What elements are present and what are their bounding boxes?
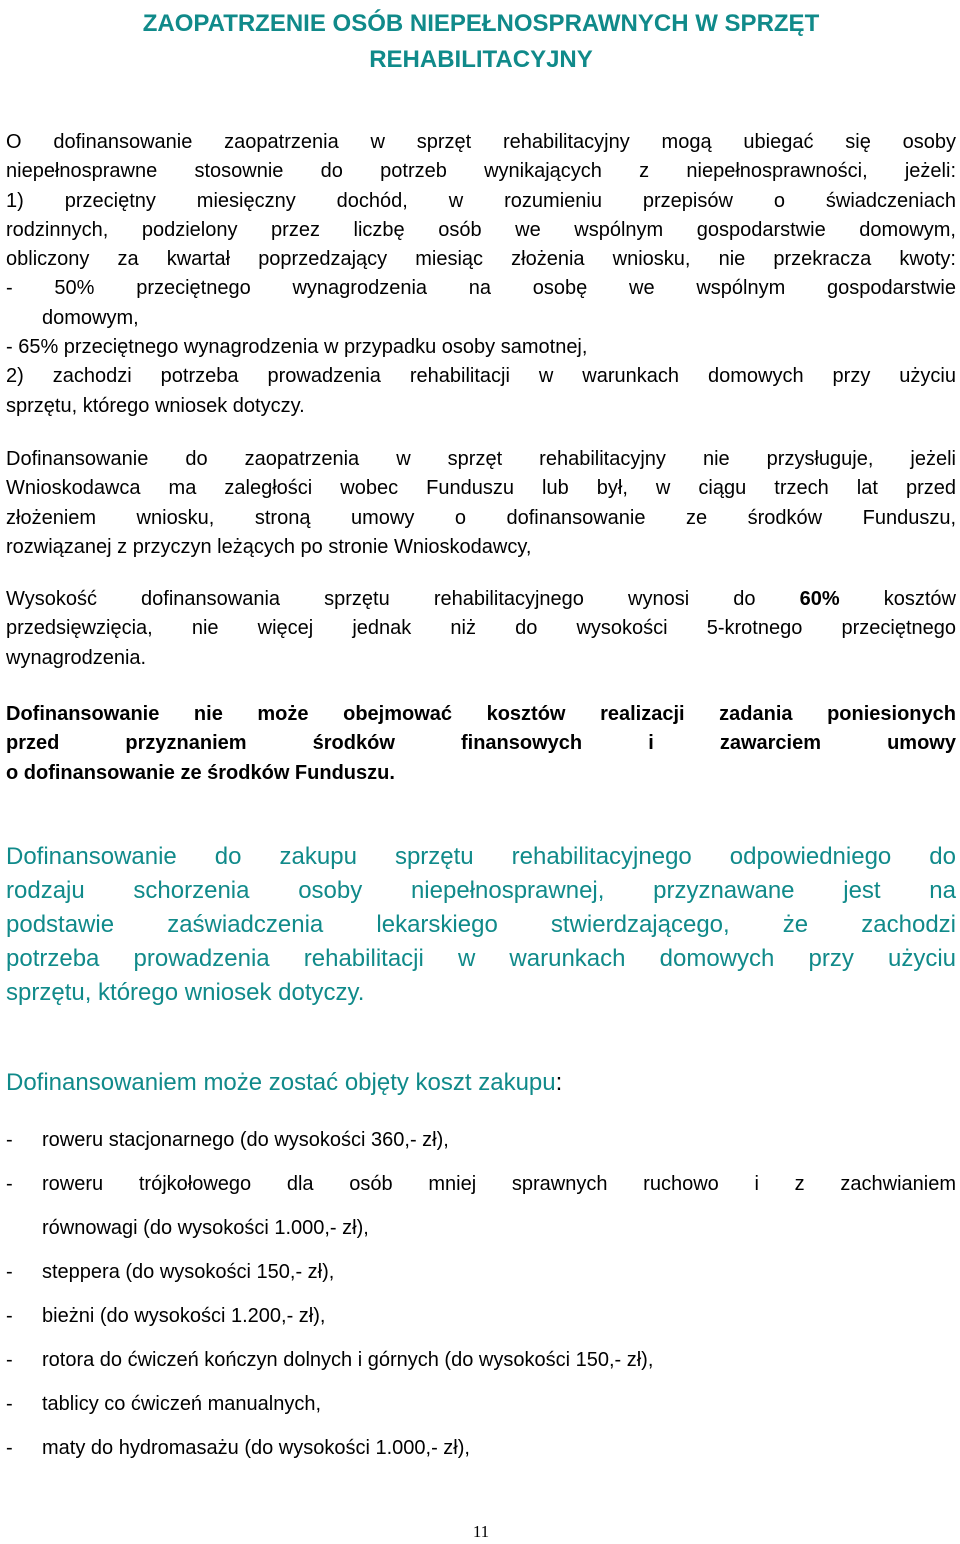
exclusion-paragraph xyxy=(6,445,956,562)
list-item: - rotora do ćwiczeń kończyn dolnych i górnych (do wysokości 150,- zł), xyxy=(6,1338,956,1382)
intro-line: - 65% przeciętnego wynagrodzenia w przypadku osoby samotnej, xyxy=(6,336,588,359)
list-heading: Dofinansowaniem może zostać objęty koszt zakupu: xyxy=(6,1069,563,1096)
list-heading-text: Dofinansowaniem może zostać objęty koszt zakupu xyxy=(6,1069,556,1096)
bold-notice-line: o dofinansowanie ze środków Funduszu. xyxy=(6,761,395,784)
list-item: - roweru trójkołowego dla osób mniej sprawnych ruchowo i z zachwianiem równowagi (do wysokości 1.000,- zł), xyxy=(6,1162,956,1250)
page-number: 11 xyxy=(472,1522,490,1541)
intro-line: 1) przeciętny miesięczny dochód, w rozumieniu przepisów o świadczeniach xyxy=(6,189,956,212)
exclusion-line: Dofinansowanie do zaopatrzenia w sprzęt rehabilitacyjny nie przysługuje, jeżeli xyxy=(6,448,956,470)
percent-highlight: 60% xyxy=(799,588,840,610)
list-item: - bieżni (do wysokości 1.200,- zł), xyxy=(6,1294,956,1338)
list-item: - tablicy co ćwiczeń manualnych, xyxy=(6,1382,956,1426)
medical-certificate-paragraph xyxy=(6,840,956,1010)
title-line-1: ZAOPATRZENIE OSÓB NIEPEŁNOSPRAWNYCH W SPRZĘT xyxy=(142,10,820,37)
intro-line: rodzinnych, podzielony przez liczbę osób we wspólnym gospodarstwie domowym, xyxy=(6,218,956,241)
bold-notice-paragraph xyxy=(6,700,956,788)
amount-paragraph xyxy=(6,585,956,673)
list-dash: - xyxy=(6,1173,13,1195)
intro-line: - 50% przeciętnego wynagrodzenia na osobę we wspólnym gospodarstwie xyxy=(6,277,956,300)
exclusion-line: Wnioskodawca ma zaległości wobec Funduszu lub był, w ciągu trzech lat przed xyxy=(6,477,956,500)
certificate-line: podstawie zaświadczenia lekarskiego stwierdzającego, że zachodzi xyxy=(6,911,956,938)
list-item: - steppera (do wysokości 150,- zł), xyxy=(6,1250,956,1294)
list-dash: - xyxy=(6,1437,13,1459)
list-dash: - xyxy=(6,1305,13,1327)
intro-line: 2) zachodzi potrzeba prowadzenia rehabilitacji w warunkach domowych przy użyciu xyxy=(6,365,956,388)
list-dash: - xyxy=(6,1349,13,1371)
certificate-line: sprzętu, którego wniosek dotyczy. xyxy=(6,979,365,1006)
intro-line: domowym, xyxy=(42,306,139,329)
amount-line: wynagrodzenia. xyxy=(6,646,147,669)
intro-line: obliczony za kwartał poprzedzający miesiąc złożenia wniosku, nie przekracza kwoty: xyxy=(6,248,956,271)
amount-line: przedsięwzięcia, nie więcej jednak niż do wysokości 5-krotnego przeciętnego xyxy=(6,617,956,640)
certificate-line: Dofinansowanie do zakupu sprzętu rehabilitacyjnego odpowiedniego do xyxy=(6,843,956,870)
bold-notice-line: Dofinansowanie nie może obejmować kosztów realizacji zadania poniesionych xyxy=(6,703,956,725)
exclusion-line: rozwiązanej z przyczyn leżących po stronie Wnioskodawcy, xyxy=(6,535,532,558)
bold-notice-line: przed przyznaniem środków finansowych i zawarciem umowy xyxy=(6,732,956,755)
intro-line: niepełnosprawne stosownie do potrzeb wynikających z niepełnosprawności, jeżeli: xyxy=(6,160,956,183)
list-dash: - xyxy=(6,1393,13,1415)
exclusion-line: złożeniem wniosku, stroną umowy o dofinansowanie ze środków Funduszu, xyxy=(6,506,956,529)
list-dash: - xyxy=(6,1261,13,1283)
title-line-2: REHABILITACYJNY xyxy=(369,46,593,73)
intro-line: O dofinansowanie zaopatrzenia w sprzęt rehabilitacyjny mogą ubiegać się osoby xyxy=(6,131,956,153)
eligibility-paragraph xyxy=(6,128,956,421)
list-item: - roweru stacjonarnego (do wysokości 360,- zł), xyxy=(6,1118,956,1162)
amount-line: Wysokość dofinansowania sprzętu rehabilitacyjnego wynosi do 60% kosztów xyxy=(6,588,957,610)
certificate-line: potrzeba prowadzenia rehabilitacji w warunkach domowych przy użyciu xyxy=(6,945,956,972)
list-dash: - xyxy=(6,1129,13,1151)
document-title xyxy=(6,6,956,78)
equipment-list xyxy=(6,1118,956,1470)
certificate-line: rodzaju schorzenia osoby niepełnosprawnej, przyznawane jest na xyxy=(6,877,956,904)
intro-line: sprzętu, którego wniosek dotyczy. xyxy=(6,394,305,417)
list-item: - maty do hydromasażu (do wysokości 1.000,- zł), xyxy=(6,1426,956,1470)
